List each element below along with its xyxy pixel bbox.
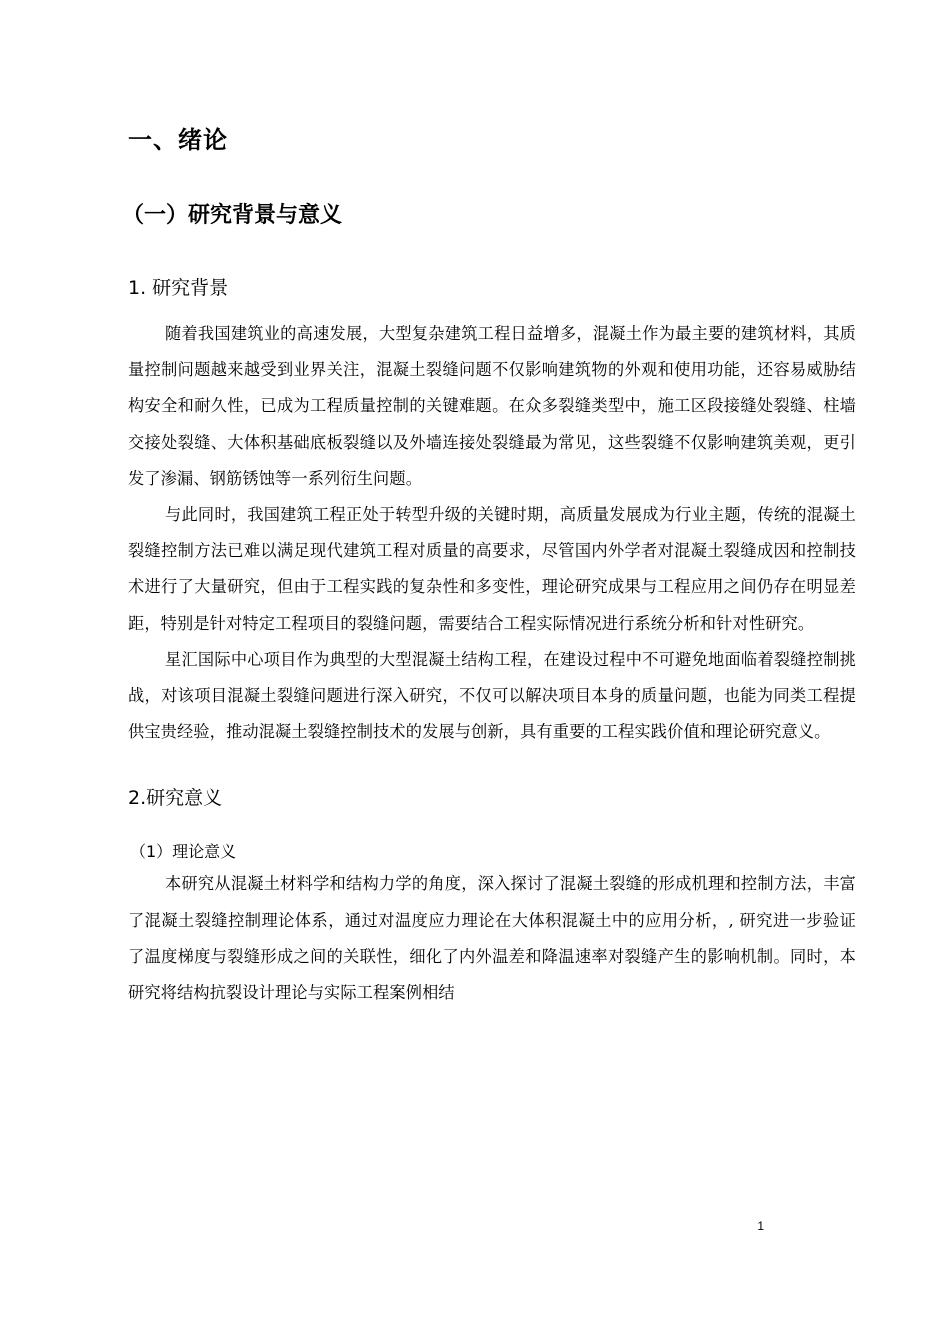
theory-paragraph: 本研究从混凝土材料学和结构力学的角度，深入探讨了混凝土裂缝的形成机理和控制方法，丰富了混凝土裂缝控制理论体系，通过对温度应力理论在大体积混凝土中的应用分析，, 研究进一步验证了温度梯度与裂缝形成之间的关联性，细化了内外温差和降温速率对裂缝产生的影响机制。同时，本研究将结构抗裂设计理论与实际工程案例相结 xyxy=(128,874,856,1003)
background-paragraph: 星汇国际中心项目作为典型的大型混凝土结构工程，在建设过程中不可避免地面临着裂缝控制挑战，对该项目混凝土裂缝问题进行深入研究，不仅可以解决项目本身的质量问题，也能为同类工程提供宝贵经验，推动混凝土裂缝控制技术的发展与创新，具有重要的工程实践价值和理论研究意义。 xyxy=(128,649,856,742)
section-title: （一）研究背景与意义 xyxy=(122,203,343,228)
background-paragraph: 随着我国建筑业的高速发展，大型复杂建筑工程日益增多，混凝土作为最主要的建筑材料，其质量控制问题越来越受到业界关注，混凝土裂缝问题不仅影响建筑物的外观和使用功能，还容易威胁结构安全和耐久性，已成为工程质量控制的关键难题。在众多裂缝类型中，施工区段接缝处裂缝、柱墙交接处裂缝、大体积基础底板裂缝以及外墙连接处裂缝最为常见，这些裂缝不仅影响建筑美观，更引发了渗漏、钢筋锈蚀等一系列衍生问题。 xyxy=(128,324,856,488)
subsection-title-background: 1. 研究背景 xyxy=(128,277,229,299)
background-paragraph: 与此同时，我国建筑工程正处于转型升级的关键时期，高质量发展成为行业主题，传统的混凝土裂缝控制方法已难以满足现代建筑工程对质量的高要求，尽管国内外学者对混凝土裂缝成因和控制技术进行了大量研究，但由于工程实践的复杂性和多变性，理论研究成果与工程应用之间仍存在明显差距，特别是针对特定工程项目的裂缝问题，需要结合工程实际情况进行系统分析和针对性研究。 xyxy=(128,505,856,633)
subsection-title-significance: 2.研究意义 xyxy=(128,787,223,810)
page-number: 1 xyxy=(757,1219,764,1233)
page-content xyxy=(122,118,856,1011)
chapter-title: 一、绪论 xyxy=(128,126,228,154)
item-title-theory: （1）理论意义 xyxy=(130,842,237,862)
